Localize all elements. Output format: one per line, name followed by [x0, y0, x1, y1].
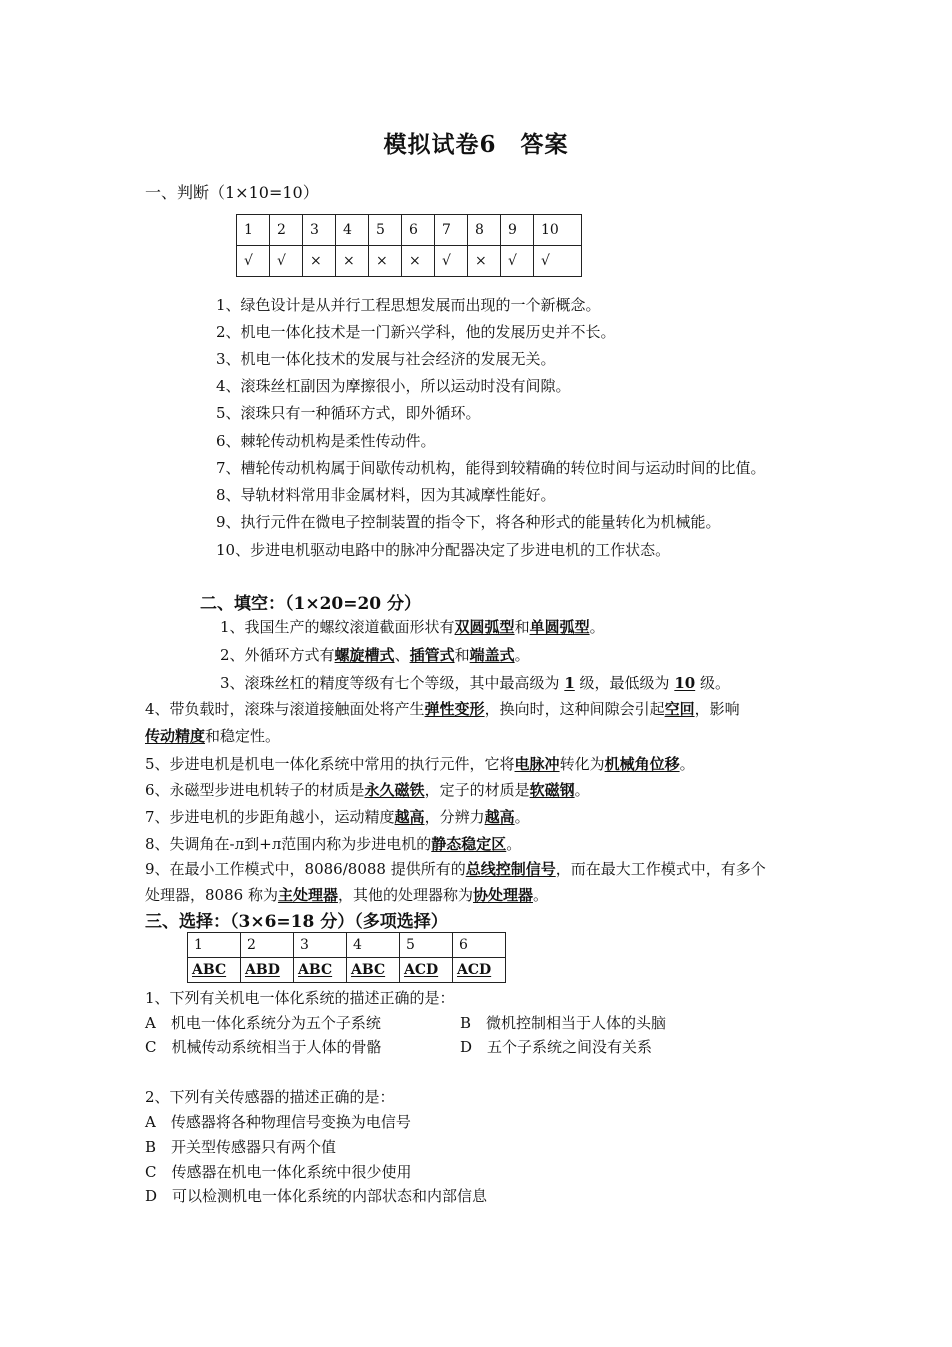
answer: 空回: [664, 700, 695, 718]
table-cell: 5: [369, 215, 402, 246]
table-cell: 6: [402, 215, 435, 246]
answer: 软磁钢: [529, 781, 575, 799]
fill-question-8: 8、失调角在-л到+л范围内称为步进电机的静态稳定区。: [145, 835, 522, 853]
table-cell: 4: [336, 215, 369, 246]
fill-question-2: 2、外循环方式有螺旋槽式、插管式和端盖式。: [220, 646, 530, 664]
answer: 总线控制信号: [465, 860, 556, 878]
table-cell: 8: [468, 215, 501, 246]
table-cell: ACD: [453, 958, 506, 983]
answer: 螺旋槽式: [334, 646, 395, 664]
answer: 10: [674, 674, 696, 692]
section-2-heading: 二、填空：（1×20=20 分）: [200, 594, 422, 614]
answer: 双圆弧型: [454, 618, 515, 636]
fill-question-1: 1、我国生产的螺纹滚道截面形状有双圆弧型和单圆弧型。: [220, 618, 605, 636]
list-item: 7、槽轮传动机构属于间歇传动机构，能得到较精确的转位时间与运动时间的比值。: [216, 459, 766, 477]
table-cell: 7: [435, 215, 468, 246]
option-a: A 传感器将各种物理信号变换为电信号: [145, 1113, 411, 1131]
table-cell: 3: [303, 215, 336, 246]
answer: 越高: [394, 808, 425, 826]
answer: 永久磁铁: [364, 781, 425, 799]
list-item: 6、棘轮传动机构是柔性传动件。: [216, 432, 436, 450]
option-d: D 五个子系统之间没有关系: [460, 1038, 653, 1056]
answer: 1: [564, 674, 575, 692]
table-cell: √: [534, 246, 582, 277]
list-item: 8、导轨材料常用非金属材料，因为其减摩性能好。: [216, 486, 556, 504]
table-row: [237, 215, 582, 246]
table-cell: 1: [188, 933, 241, 958]
answer: 电脉冲: [514, 755, 560, 773]
list-item: 4、滚珠丝杠副因为摩擦很小，所以运动时没有间隙。: [216, 377, 571, 395]
fill-question-9-cont: 处理器，8086 称为主处理器，其他的处理器称为协处理器。: [145, 886, 549, 904]
answer: 越高: [484, 808, 515, 826]
table-cell: ABC: [347, 958, 400, 983]
table-cell: ABD: [241, 958, 294, 983]
table-cell: 1: [237, 215, 270, 246]
table-cell: 3: [294, 933, 347, 958]
table-cell: 2: [270, 215, 303, 246]
option-d: D 可以检测机电一体化系统的内部状态和内部信息: [145, 1187, 488, 1205]
table-cell: ×: [369, 246, 402, 277]
table-cell: ABC: [294, 958, 347, 983]
section-1-heading: 一、判断（1×10=10）: [145, 183, 319, 202]
answer: 传动精度: [145, 727, 206, 745]
table-cell: ACD: [400, 958, 453, 983]
table-row: [237, 246, 582, 277]
table-row: [188, 933, 506, 958]
page-title: 模拟试卷6 答案: [383, 131, 569, 158]
answer: 静态稳定区: [431, 835, 507, 853]
fill-question-5: 5、步进电机是机电一体化系统中常用的执行元件，它将电脉冲转化为机械角位移。: [145, 755, 695, 773]
choice-question-1-stem: 1、下列有关机电一体化系统的描述正确的是：: [145, 989, 455, 1007]
answer: 端盖式: [469, 646, 515, 664]
table-cell: ABC: [188, 958, 241, 983]
table-cell: ×: [303, 246, 336, 277]
table-cell: 6: [453, 933, 506, 958]
option-c: C 传感器在机电一体化系统中很少使用: [145, 1163, 412, 1181]
fill-question-3: 3、滚珠丝杠的精度等级有七个等级，其中最高级为 1 级，最低级为 10 级。: [220, 674, 730, 692]
table-cell: 10: [534, 215, 582, 246]
table-cell: √: [501, 246, 534, 277]
answer: 机械角位移: [604, 755, 680, 773]
choice-question-2-stem: 2、下列有关传感器的描述正确的是：: [145, 1088, 395, 1106]
answer: 单圆弧型: [529, 618, 590, 636]
table-cell: √: [237, 246, 270, 277]
option-b: B 微机控制相当于人体的头脑: [460, 1014, 667, 1032]
list-item: 10、步进电机驱动电路中的脉冲分配器决定了步进电机的工作状态。: [216, 541, 671, 559]
table-row: [188, 958, 506, 983]
list-item: 2、机电一体化技术是一门新兴学科，他的发展历史并不长。: [216, 323, 616, 341]
answer: 主处理器: [277, 886, 338, 904]
table-cell: ×: [468, 246, 501, 277]
table-cell: 4: [347, 933, 400, 958]
answer: 协处理器: [472, 886, 533, 904]
list-item: 3、机电一体化技术的发展与社会经济的发展无关。: [216, 350, 556, 368]
option-c: C 机械传动系统相当于人体的骨骼: [145, 1038, 382, 1056]
table-cell: ×: [402, 246, 435, 277]
fill-question-7: 7、步进电机的步距角越小，运动精度越高，分辨力越高。: [145, 808, 530, 826]
answer: 弹性变形: [424, 700, 485, 718]
option-b: B 开关型传感器只有两个值: [145, 1138, 337, 1156]
list-item: 5、滚珠只有一种循环方式，即外循环。: [216, 404, 481, 422]
list-item: 9、执行元件在微电子控制装置的指令下，将各种形式的能量转化为机械能。: [216, 513, 721, 531]
fill-question-6: 6、永磁型步进电机转子的材质是永久磁铁，定子的材质是软磁钢。: [145, 781, 590, 799]
table-cell: ×: [336, 246, 369, 277]
option-a: A 机电一体化系统分为五个子系统: [145, 1014, 381, 1032]
table-cell: √: [270, 246, 303, 277]
fill-question-4-cont: 传动精度和稳定性。: [145, 727, 281, 745]
fill-question-9: 9、在最小工作模式中，8086/8088 提供所有的总线控制信号，而在最大工作模式中，有多个: [145, 860, 766, 878]
choice-answer-table: [187, 932, 506, 983]
table-cell: 5: [400, 933, 453, 958]
fill-question-4: 4、带负载时，滚珠与滚道接触面处将产生弹性变形，换向时，这种间隙会引起空回，影响: [145, 700, 740, 718]
judgement-answer-table: [236, 214, 582, 277]
section-3-heading: 三、选择：（3×6=18 分）（多项选择）: [145, 912, 448, 932]
table-cell: √: [435, 246, 468, 277]
table-cell: 2: [241, 933, 294, 958]
table-cell: 9: [501, 215, 534, 246]
answer: 插管式: [409, 646, 455, 664]
list-item: 1、绿色设计是从并行工程思想发展而出现的一个新概念。: [216, 296, 601, 314]
